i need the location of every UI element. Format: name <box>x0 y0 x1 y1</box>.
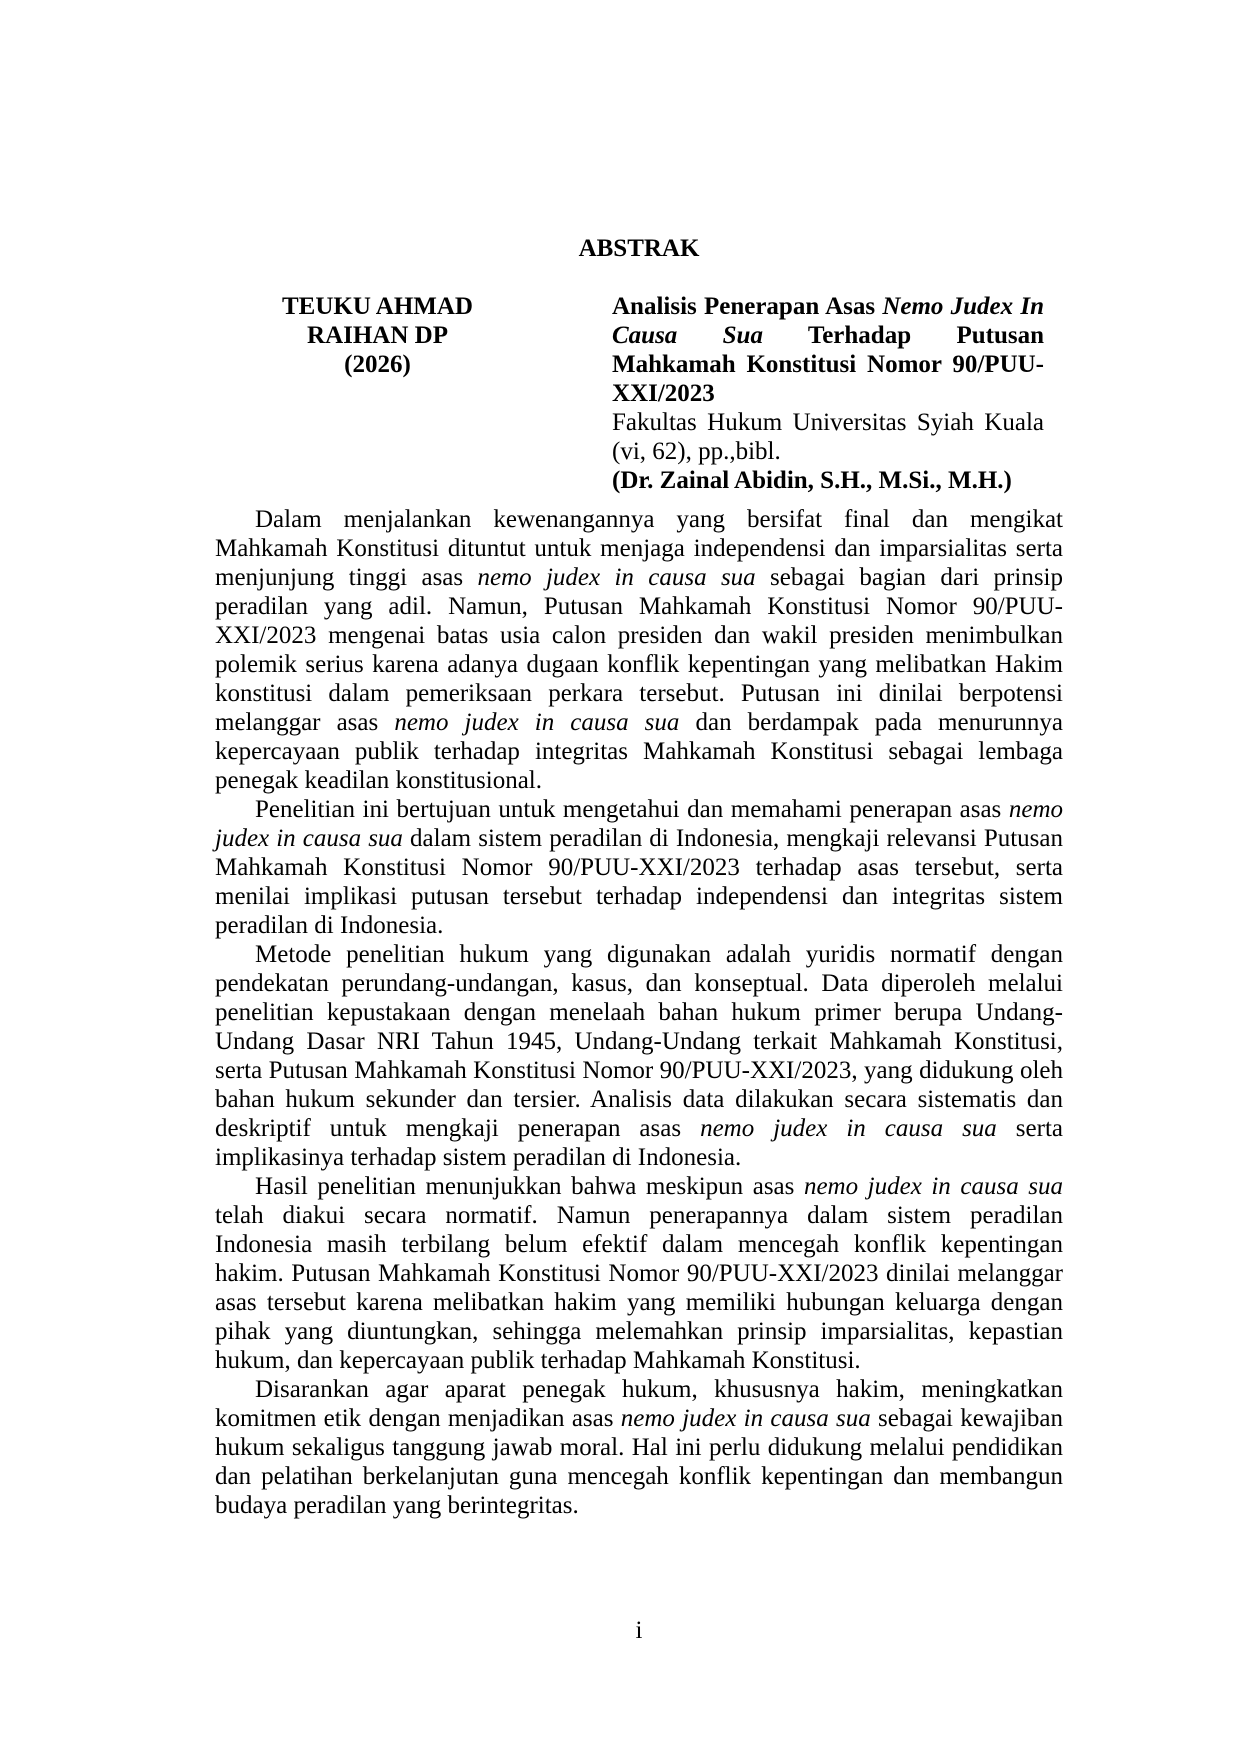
text-segment: (Dr. Zainal Abidin, S.H., M.Si., M.H.) <box>612 467 1012 494</box>
latin-phrase: nemo judex in causa sua <box>700 1115 997 1142</box>
latin-phrase: sua <box>1028 1173 1064 1200</box>
text-segment: telah diakui secara normatif. Namun penerapannya dalam sistem peradilan Indonesia masih terbilang belum efektif dalam mencegah konflik kepentingan hakim. Putusan Mahkamah Konstitusi Nomor 90/PUU-XXI/2023 dinilai melanggar asas tersebut karena melibatkan hakim yang memiliki hubungan keluarga dengan pihak yang diuntungkan, sehingga melemahkan prinsip imparsialitas, kepastian hukum, dan kepercayaan publik terhadap Mahkamah Konstitusi. <box>215 1202 1063 1374</box>
abstract-paragraph <box>215 1172 1063 1375</box>
abstract-body <box>215 505 1063 1520</box>
latin-phrase: nemo judex in causa sua <box>477 564 756 591</box>
text-segment: Terhadap Putusan <box>762 322 1044 349</box>
text-segment: dalam sistem peradilan di Indonesia, mengkaji relevansi Putusan Mahkamah Konstitusi Nomor 90/PUU-XXI/2023 terhadap asas tersebut, serta menilai implikasi putusan tersebut terhadap independensi dan integritas sistem peradilan di Indonesia. <box>215 825 1064 939</box>
text-segment: Disarankan agar aparat penegak hukum, khususnya hakim, meningkatkan komitmen etik dengan menjadikan asas <box>215 1376 1063 1432</box>
text-segment: sebagai bagian dari prinsip peradilan yang adil. Namun, Putusan Mahkamah Konstitusi Nomor 90/PUU-XXI/2023 mengenai batas usia calon presiden dan wakil presiden menimbulkan polemik serius karena adanya dugaan konflik kepentingan yang melibatkan Hakim konstitusi dalam pemeriksaan perkara tersebut. Putusan ini dinilai berpotensi melanggar asas <box>215 564 1064 736</box>
page-title: ABSTRAK <box>578 235 700 262</box>
page-content <box>215 234 1063 1520</box>
author-line: TEUKU AHMAD <box>282 293 473 320</box>
thesis-title-line <box>612 321 1044 350</box>
text-segment: (vi, 62), pp.,bibl. <box>612 438 781 465</box>
text-segment: Fakultas Hukum Universitas Syiah Kuala <box>612 409 1044 436</box>
thesis-title-block <box>612 292 1044 495</box>
abstract-paragraph <box>215 505 1063 795</box>
latin-phrase: Causa Sua <box>612 322 763 349</box>
thesis-title-line <box>612 292 1044 321</box>
abstract-paragraph <box>215 940 1063 1172</box>
text-segment: Mahkamah Konstitusi Nomor 90/PUU- <box>612 351 1044 378</box>
thesis-title-line <box>612 466 1044 495</box>
author-block <box>215 292 540 495</box>
thesis-title-line <box>612 379 1044 408</box>
thesis-title-line <box>612 408 1044 437</box>
latin-phrase: Nemo Judex In <box>882 293 1044 320</box>
latin-phrase: nemo judex in causa sua <box>394 709 680 736</box>
author-line: (2026) <box>344 351 411 378</box>
text-segment: serta implikasinya terhadap sistem peradilan di Indonesia. <box>215 1115 1063 1171</box>
latin-phrase: nemo judex in causa <box>803 1173 1019 1200</box>
text-segment: Analisis Penerapan Asas <box>612 293 883 320</box>
thesis-title-line <box>612 437 1044 466</box>
header-row <box>215 292 1063 495</box>
text-segment: Penelitian ini bertujuan untuk mengetahui dan memahami penerapan asas <box>255 796 1009 823</box>
text-segment: XXI/2023 <box>612 380 715 407</box>
text-segment: Metode penelitian hukum yang digunakan adalah yuridis normatif dengan pendekatan perundang-undangan, kasus, dan konseptual. Data diperoleh melalui penelitian kepustakaan dengan menelaah bahan hukum primer berupa Undang-Undang Dasar NRI Tahun 1945, Undang-Undang terkait Mahkamah Konstitusi, serta Putusan Mahkamah Konstitusi Nomor 90/PUU-XXI/2023, yang didukung oleh bahan hukum sekunder dan tersier. Analisis data dilakukan secara sistematis dan deskriptif untuk mengkaji penerapan asas <box>215 941 1063 1142</box>
abstract-paragraph <box>215 1375 1063 1520</box>
latin-phrase <box>1019 1173 1029 1200</box>
thesis-title-line <box>612 350 1044 379</box>
latin-phrase: nemo judex in causa sua <box>620 1405 871 1432</box>
text-segment: sebagai kewajiban hukum sekaligus tanggung jawab moral. Hal ini perlu didukung melalui pendidikan dan pelatihan berkelanjutan guna mencegah konflik kepentingan dan membangun budaya peradilan yang berintegritas. <box>215 1405 1063 1519</box>
text-segment: Dalam menjalankan kewenangannya yang bersifat final dan mengikat Mahkamah Konstitusi dituntut untuk menjaga independensi dan imparsialitas serta menjunjung tinggi asas <box>215 506 1063 591</box>
text-segment: Hasil penelitian menunjukkan bahwa meskipun asas <box>255 1173 804 1200</box>
text-segment: dan berdampak pada menurunnya kepercayaan publik terhadap integritas Mahkamah Konstitusi sebagai lembaga penegak keadilan konstitusional. <box>215 709 1064 794</box>
latin-phrase: nemo judex in causa sua <box>215 796 1063 852</box>
page-number: i <box>635 1617 643 1644</box>
author-line: RAIHAN DP <box>307 322 448 349</box>
abstract-paragraph <box>215 795 1063 940</box>
